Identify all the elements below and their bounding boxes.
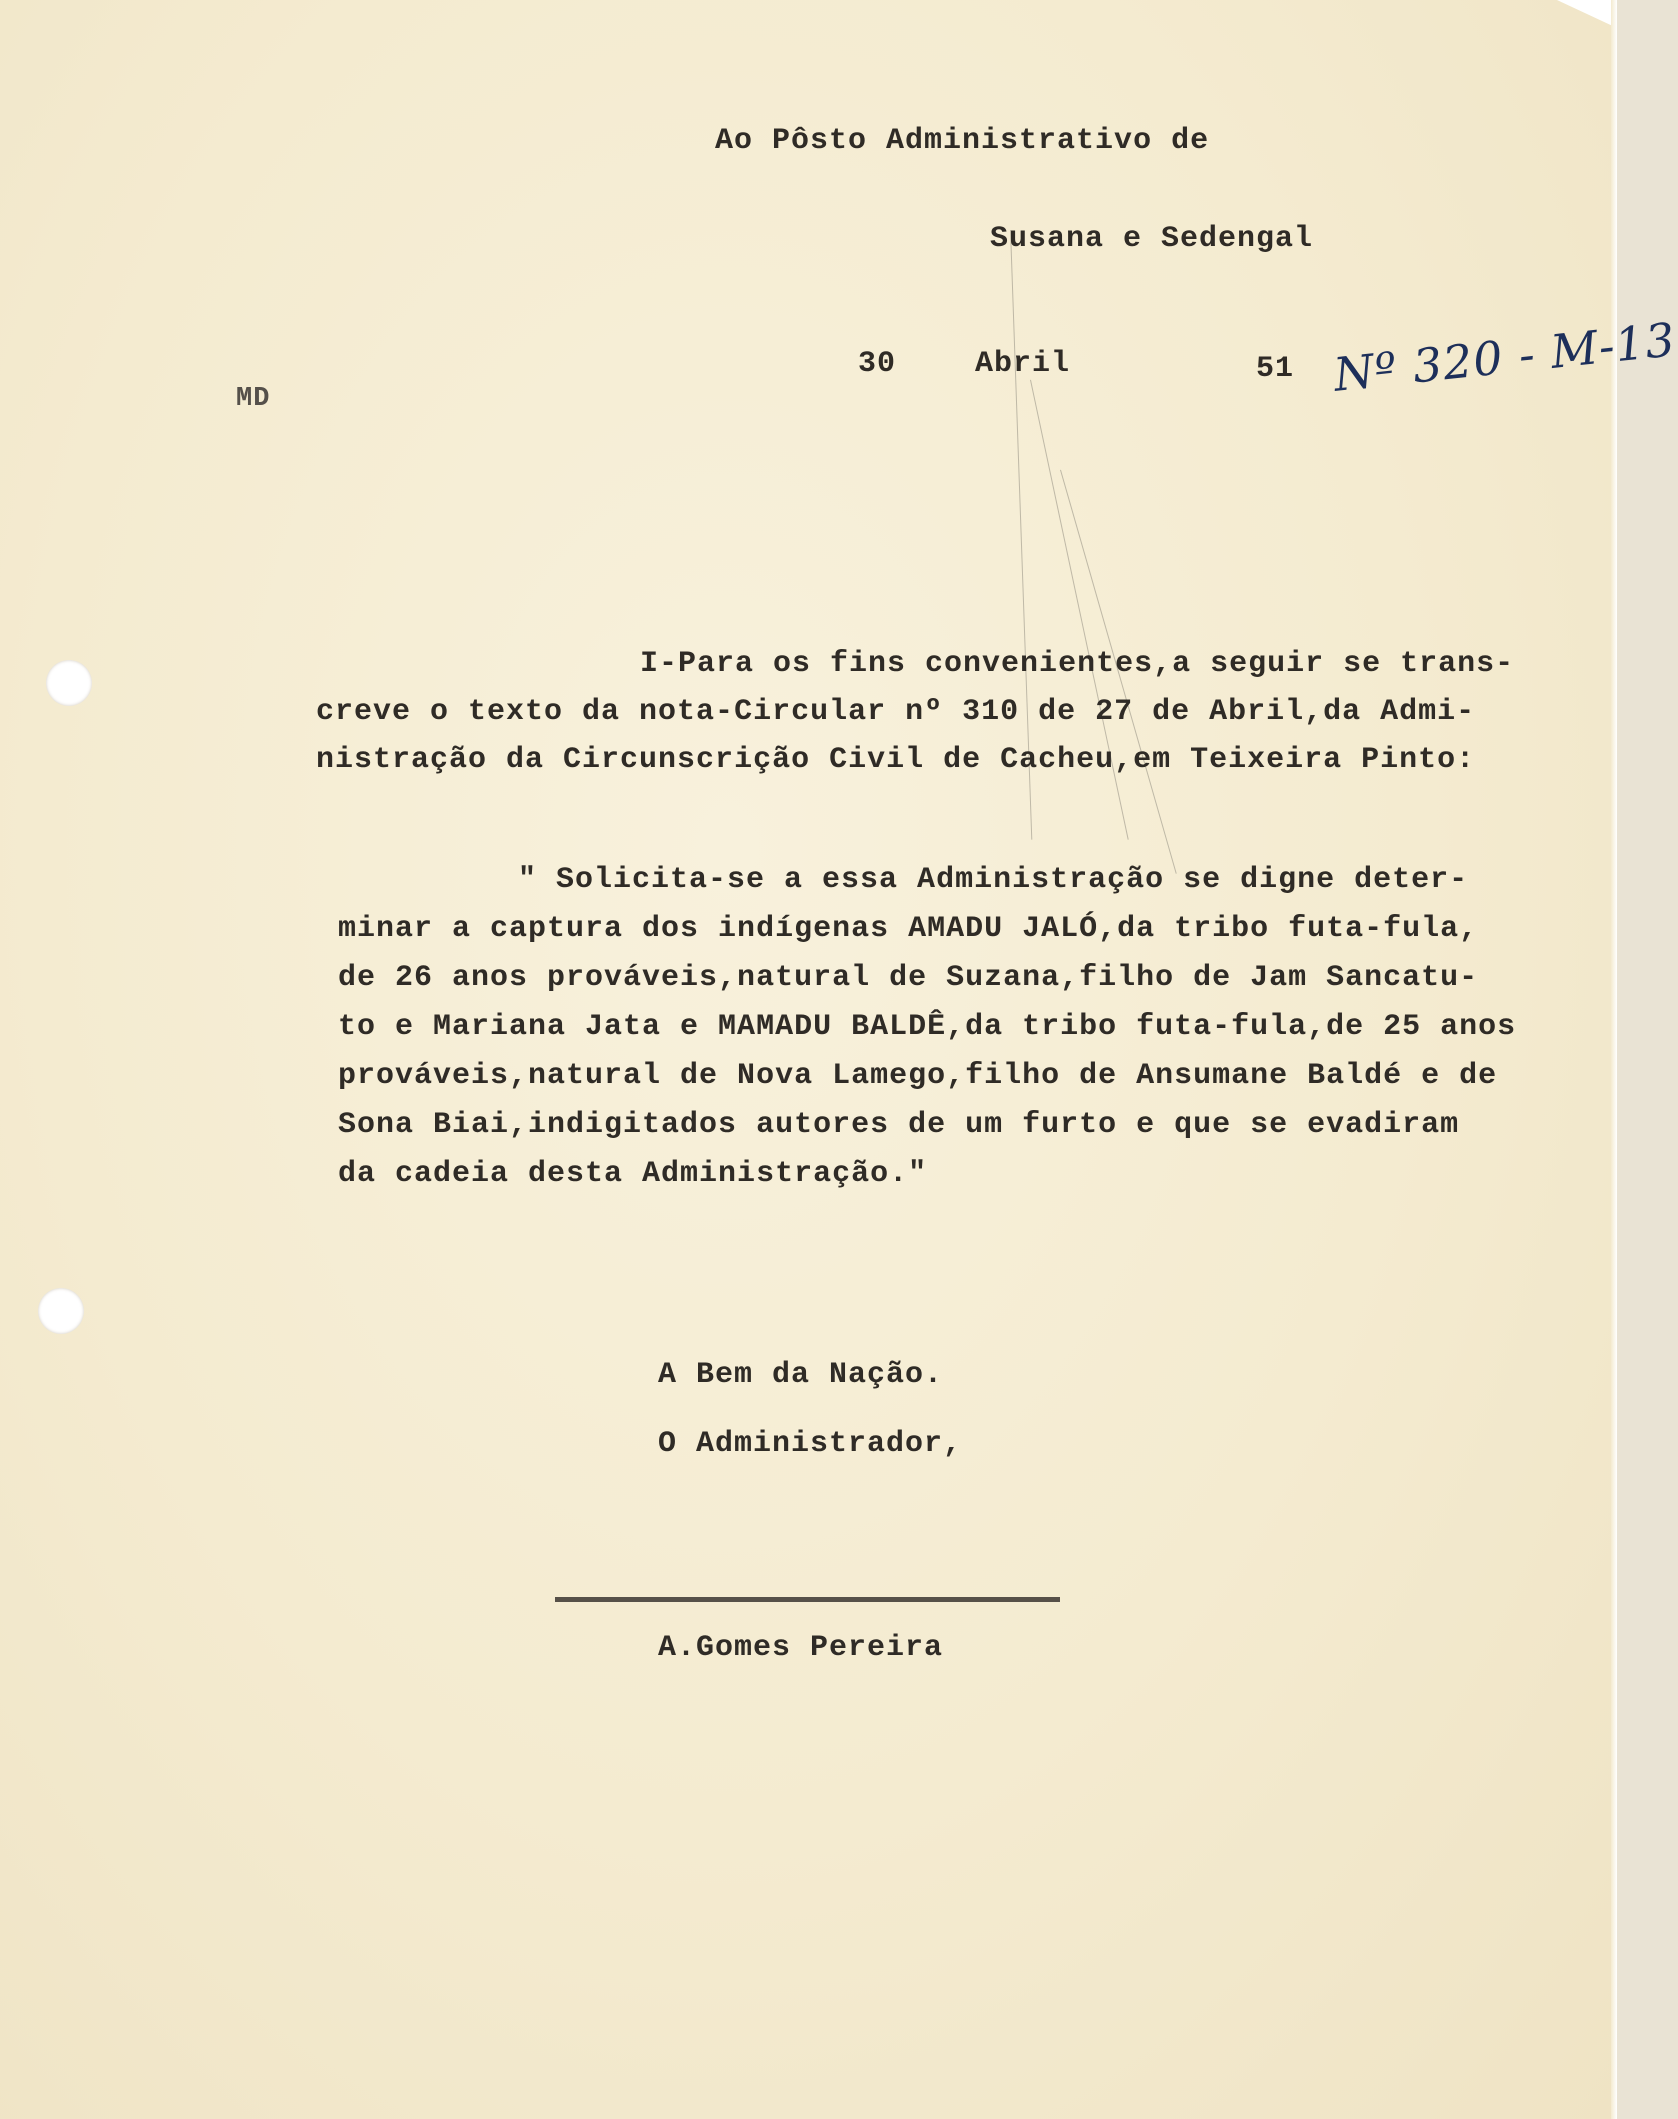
signature-line xyxy=(555,1597,1060,1602)
punch-hole-bottom xyxy=(38,1288,84,1334)
intro-line: creve o texto da nota-Circular nº 310 de 27 de Abril,da Admi- xyxy=(316,695,1476,729)
quote-line: da cadeia desta Administração." xyxy=(338,1157,928,1191)
intro-line: I-Para os fins convenientes,a seguir se trans- xyxy=(640,647,1515,681)
date-year: 51 xyxy=(1256,352,1295,386)
intro-paragraph xyxy=(316,640,1514,784)
handwritten-reference-number: Nº 320 - M-13 xyxy=(1331,312,1678,402)
signer-title: O Administrador, xyxy=(658,1427,963,1461)
quoted-circular xyxy=(338,856,1516,1199)
punch-hole-top xyxy=(46,660,92,706)
intro-line: nistração da Circunscrição Civil de Cacheu,em Teixeira Pinto: xyxy=(316,743,1476,777)
quote-line: Sona Biai,indigitados autores de um furto e que se evadiram xyxy=(338,1108,1460,1142)
salutation: A Bem da Nação. xyxy=(658,1358,944,1392)
quote-line: " Solicita-se a essa Administração se digne deter- xyxy=(518,863,1469,897)
date-day: 30 xyxy=(858,347,897,381)
quote-line: prováveis,natural de Nova Lamego,filho de Ansumane Baldé e de xyxy=(338,1059,1498,1093)
signatory-name: A.Gomes Pereira xyxy=(658,1631,944,1665)
addressee: Ao Pôsto Administrativo de xyxy=(715,124,1210,158)
side-mark: MD xyxy=(236,384,271,414)
quote-line: to e Mariana Jata e MAMADU BALDÊ,da tribo futa-fula,de 25 anos xyxy=(338,1010,1517,1044)
torn-corner xyxy=(1557,0,1617,28)
addressee-place: Susana e Sedengal xyxy=(990,222,1314,256)
date-month: Abril xyxy=(975,347,1071,381)
quote-line: minar a captura dos indígenas AMADU JALÓ,da tribo futa-fula, xyxy=(338,912,1479,946)
quote-line: de 26 anos prováveis,natural de Suzana,filho de Jam Sancatu- xyxy=(338,961,1479,995)
